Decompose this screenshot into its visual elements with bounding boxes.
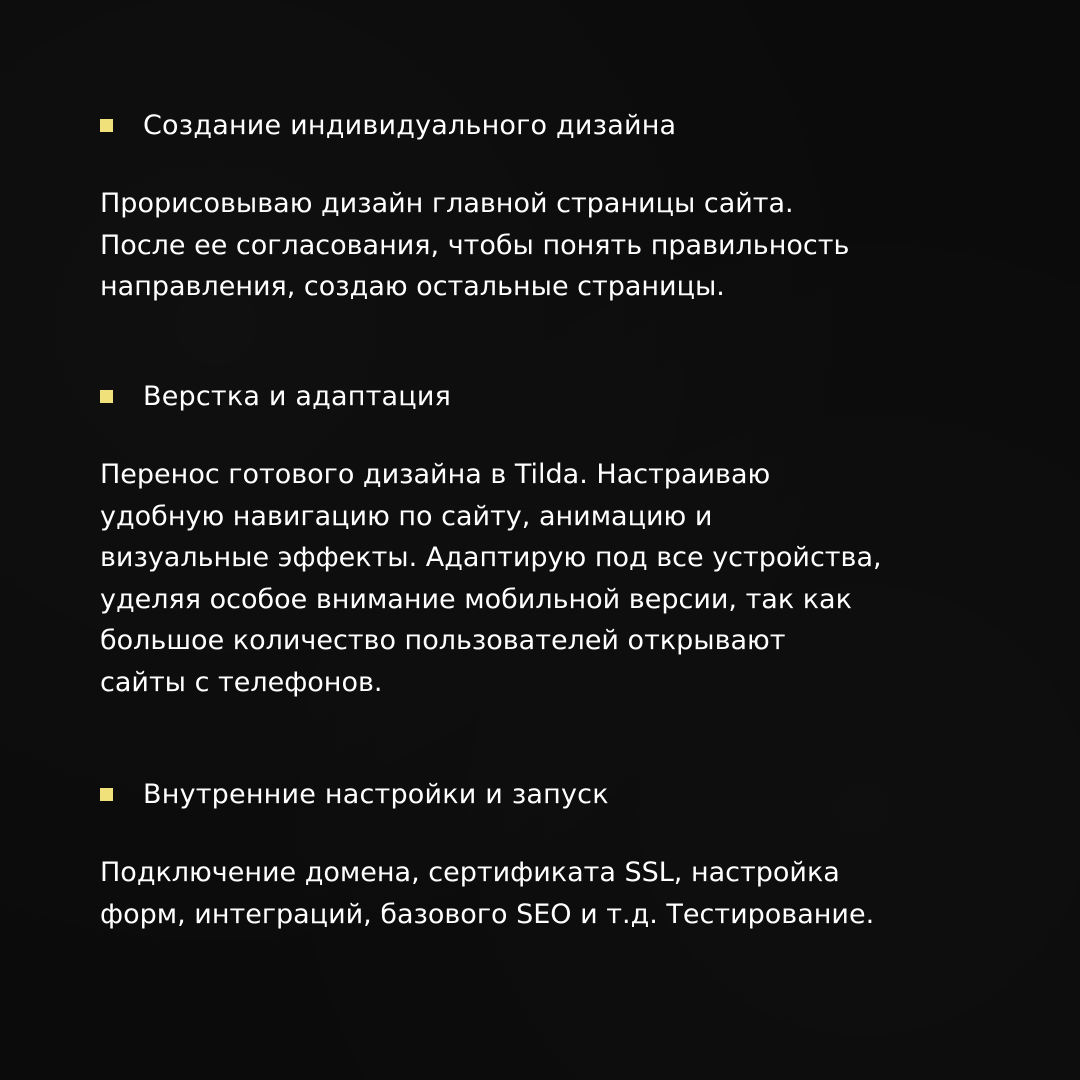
square-bullet-icon <box>100 788 113 801</box>
description-line: Перенос готового дизайна в Tilda. Настраиваю <box>100 459 771 490</box>
section-heading-text: Внутренние настройки и запуск <box>143 778 609 810</box>
section-description <box>100 183 980 308</box>
service-section-launch <box>100 774 980 935</box>
description-line: Подключение домена, сертификата SSL, настройка <box>100 857 840 888</box>
description-line: направления, создаю остальные страницы. <box>100 271 725 302</box>
description-line: уделяя особое внимание мобильной версии, так как <box>100 583 852 615</box>
square-bullet-icon <box>100 119 113 132</box>
description-line: визуальные эффекты. Адаптирую под все устройства, <box>100 542 882 573</box>
service-section-design <box>100 105 980 308</box>
section-heading <box>100 774 980 814</box>
square-bullet-icon <box>100 390 113 403</box>
description-line: Прорисовываю дизайн главной страницы сайта. <box>100 188 794 219</box>
service-section-layout <box>100 376 980 703</box>
section-heading-text: Создание индивидуального дизайна <box>143 109 677 141</box>
section-heading-text: Верстка и адаптация <box>143 380 452 412</box>
description-line: форм, интеграций, базового SEO и т.д. Тестирование. <box>100 898 875 930</box>
description-line: сайты с телефонов. <box>100 666 383 698</box>
section-heading <box>100 376 980 416</box>
description-line: удобную навигацию по сайту, анимацию и <box>100 500 713 532</box>
description-line: большое количество пользователей открывают <box>100 625 786 656</box>
section-description <box>100 852 980 935</box>
section-description <box>100 454 980 703</box>
section-heading <box>100 105 980 145</box>
description-line: После ее согласования, чтобы понять правильность <box>100 229 850 261</box>
